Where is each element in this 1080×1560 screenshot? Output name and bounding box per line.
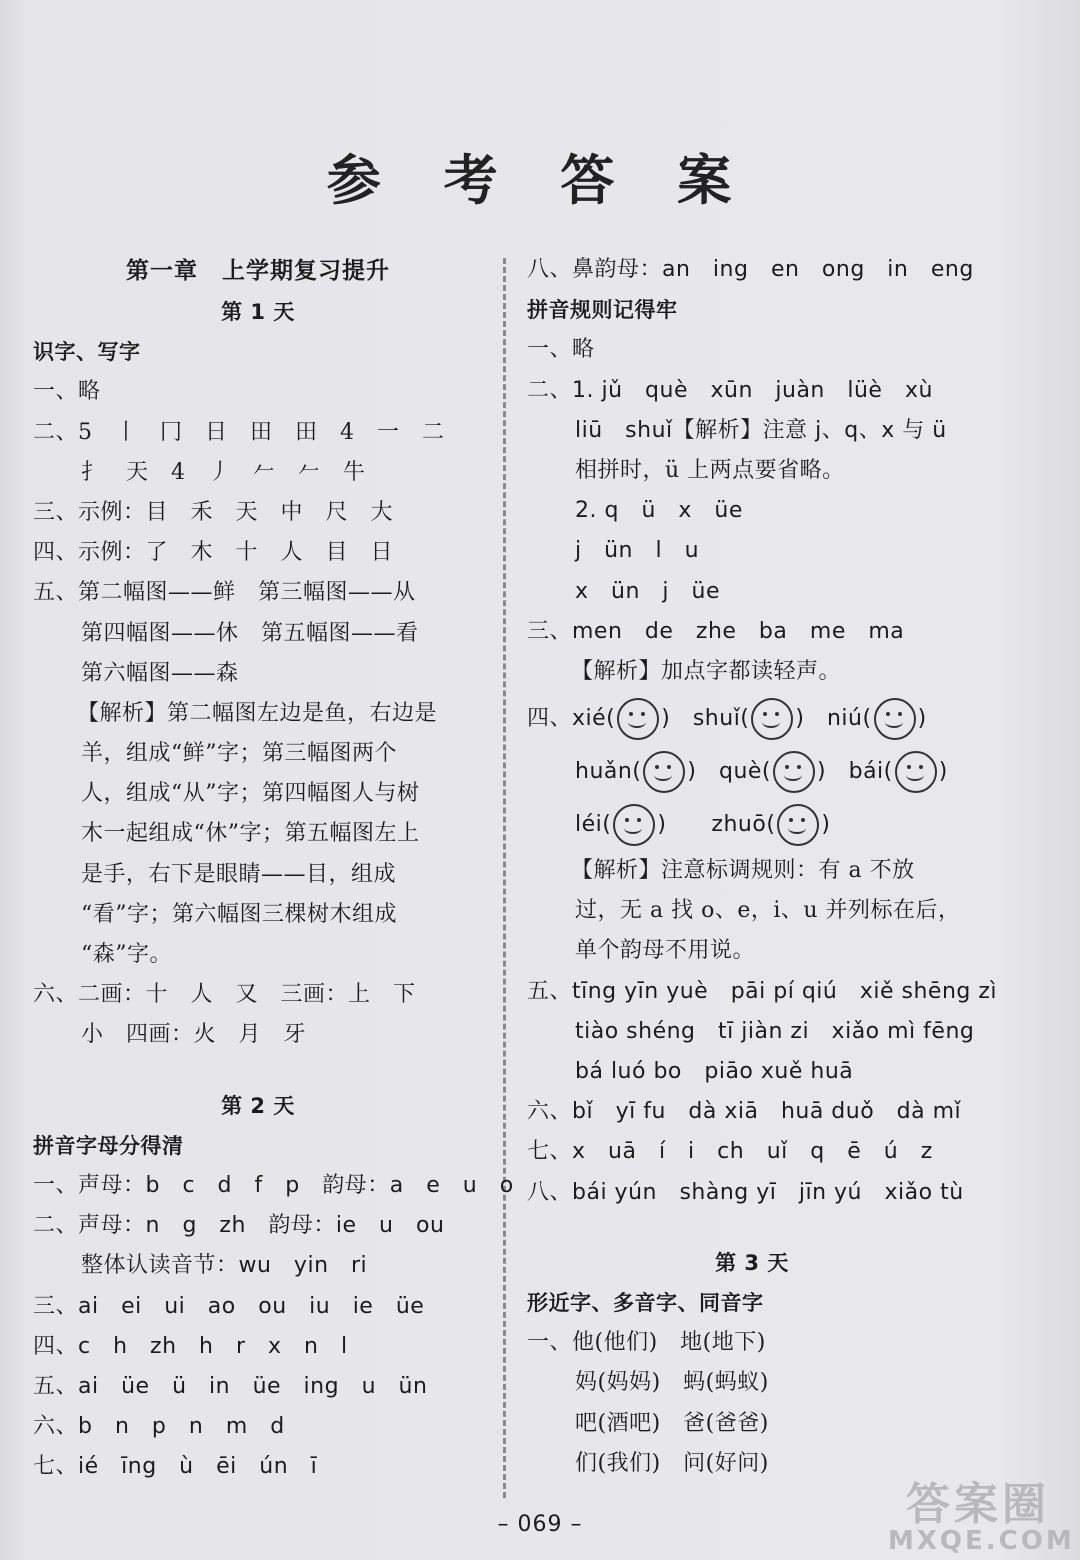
pinyin-text: 四、xié( xyxy=(527,706,616,732)
analysis-line: 【解析】第二幅图左边是鱼，右边是 xyxy=(77,700,438,726)
page-number: – 069 – xyxy=(497,1512,583,1537)
answer-line: 整体认读音节：wu yin ri xyxy=(81,1253,368,1279)
day-heading: 第 1 天 xyxy=(221,300,295,324)
section-heading: 形近字、多音字、同音字 xyxy=(527,1289,764,1315)
left-column xyxy=(33,250,514,1487)
smiley-face-icon xyxy=(751,698,793,740)
answer-line: x ün j üe xyxy=(575,578,720,604)
watermark-logo xyxy=(888,1468,1075,1556)
answer-line: 七、x uā í i ch uǐ q ē ú z xyxy=(527,1139,933,1165)
answer-line: 四、c h zh h r x n l xyxy=(33,1333,348,1359)
analysis-line: 是手，右下是眼睛——目，组成 xyxy=(81,861,397,887)
section-heading: 拼音规则记得牢 xyxy=(527,297,678,323)
right-column xyxy=(527,250,998,1484)
day-heading: 第 2 天 xyxy=(221,1093,295,1118)
answer-line: 二、5 丨 冂 日 田 田 4 一 二 xyxy=(33,419,445,445)
watermark-text: 答案圈 xyxy=(906,1479,1050,1530)
pinyin-text: ) zhuō( xyxy=(657,812,776,838)
section-heading: 识字、写字 xyxy=(33,339,141,365)
answer-line: 三、men de zhe ba me ma xyxy=(527,618,905,644)
pinyin-text: ) shuǐ( xyxy=(661,706,750,732)
column-divider xyxy=(503,258,506,1498)
chapter-heading: 第一章 上学期复习提升 xyxy=(126,258,390,284)
answer-line: 一、他(他们) 地(地下) xyxy=(527,1330,766,1356)
answer-line: 七、ié īng ù ēi ún ī xyxy=(33,1454,318,1480)
pinyin-text: ) xyxy=(821,812,831,838)
answer-line: 二、声母：n g zh 韵母：ie u ou xyxy=(33,1213,445,1239)
answer-line: 六、b n p n m d xyxy=(33,1414,285,1440)
analysis-line: 【解析】加点字都读轻声。 xyxy=(571,658,842,684)
analysis-line: 人，组成“从”字；第四幅图人与树 xyxy=(81,781,420,807)
answer-line: 二、1. jǔ què xūn juàn lüè xù xyxy=(527,377,933,403)
answer-line: j ün l u xyxy=(575,538,700,564)
smiley-face-icon xyxy=(895,751,937,793)
answer-line: 们(我们) 问(好问) xyxy=(575,1450,769,1476)
answer-line: 五、tīng yīn yuè pāi pí qiú xiě shēng zì xyxy=(527,978,998,1004)
spacer xyxy=(33,1056,483,1086)
pinyin-text: léi( xyxy=(575,812,612,838)
answer-line: tiào shéng tī jiàn zi xiǎo mì fēng xyxy=(575,1018,975,1044)
tone-answer-row xyxy=(527,692,977,745)
answer-line: 五、ai üe ü in üe ing u ün xyxy=(33,1373,428,1399)
answer-line: 六、bǐ yī fu dà xiā huā duǒ dà mǐ xyxy=(527,1099,962,1125)
pinyin-text: ) xyxy=(938,759,948,785)
answer-line: liū shuǐ【解析】注意 j、q、x 与 ü xyxy=(575,417,947,443)
answer-line: 八、bái yún shàng yī jīn yú xiǎo tù xyxy=(527,1179,964,1205)
smiley-face-icon xyxy=(643,751,685,793)
smiley-face-icon xyxy=(874,698,916,740)
answer-line: 扌 天 4 丿 𠂉 𠂉 牛 xyxy=(81,459,366,485)
analysis-line: “看”字；第六幅图三棵树木组成 xyxy=(81,901,397,927)
section-heading: 拼音字母分得清 xyxy=(33,1132,184,1158)
answer-line: 吧(酒吧) 爸(爸爸) xyxy=(575,1410,769,1436)
answer-line: 一、声母：b c d f p 韵母：a e u o xyxy=(33,1172,514,1198)
analysis-line: 相拼时，ü 上两点要省略。 xyxy=(575,457,845,483)
answer-line: 三、示例：目 禾 天 中 尺 大 xyxy=(33,499,394,525)
smiley-face-icon xyxy=(777,804,819,846)
answer-line: 妈(妈妈) 蚂(蚂蚁) xyxy=(575,1370,769,1396)
answer-line: 一、略 xyxy=(527,337,595,363)
smiley-face-icon xyxy=(617,698,659,740)
watermark-url: MXQE.COM xyxy=(888,1526,1075,1556)
answer-line: 第六幅图——森 xyxy=(81,660,239,686)
answer-line: 六、二画：十 人 又 三画：上 下 xyxy=(33,982,416,1008)
spacer xyxy=(527,1213,977,1243)
tone-answer-row xyxy=(527,745,977,798)
pinyin-text: ) xyxy=(917,706,927,732)
answer-line: 2. q ü x üe xyxy=(575,498,743,524)
answer-line: bá luó bo piāo xuě huā xyxy=(575,1059,854,1084)
analysis-line: “森”字。 xyxy=(81,942,172,967)
analysis-line: 羊，组成“鲜”字；第三幅图两个 xyxy=(81,741,397,767)
analysis-line: 【解析】注意标调规则：有 a 不放 xyxy=(571,858,915,884)
analysis-line: 过，无 a 找 o、e，i、u 并列标在后， xyxy=(575,898,961,924)
pinyin-text: huǎn( xyxy=(575,759,642,785)
page-title: 参 考 答 案 xyxy=(326,149,754,212)
answer-line: 一、略 xyxy=(33,379,101,405)
answer-line: 第四幅图——休 第五幅图——看 xyxy=(81,620,419,646)
analysis-line: 单个韵母不用说。 xyxy=(575,938,756,964)
answer-line: 四、示例：了 木 十 人 目 日 xyxy=(33,540,394,566)
day-heading: 第 3 天 xyxy=(715,1250,789,1275)
analysis-line: 木一起组成“休”字；第五幅图左上 xyxy=(81,821,420,847)
smiley-face-icon xyxy=(773,751,815,793)
answer-line: 五、第二幅图——鲜 第三幅图——从 xyxy=(33,580,416,606)
smiley-face-icon xyxy=(613,804,655,846)
pinyin-text: ) niú( xyxy=(795,706,872,732)
answer-line: 小 四画：火 月 牙 xyxy=(81,1022,307,1048)
answer-line: 八、鼻韵母：an ing en ong in eng xyxy=(527,257,974,282)
tone-answer-row xyxy=(527,798,977,851)
pinyin-text: ) bái( xyxy=(817,759,893,785)
pinyin-text: ) què( xyxy=(687,759,772,785)
answer-line: 三、ai ei ui ao ou iu ie üe xyxy=(33,1293,425,1319)
